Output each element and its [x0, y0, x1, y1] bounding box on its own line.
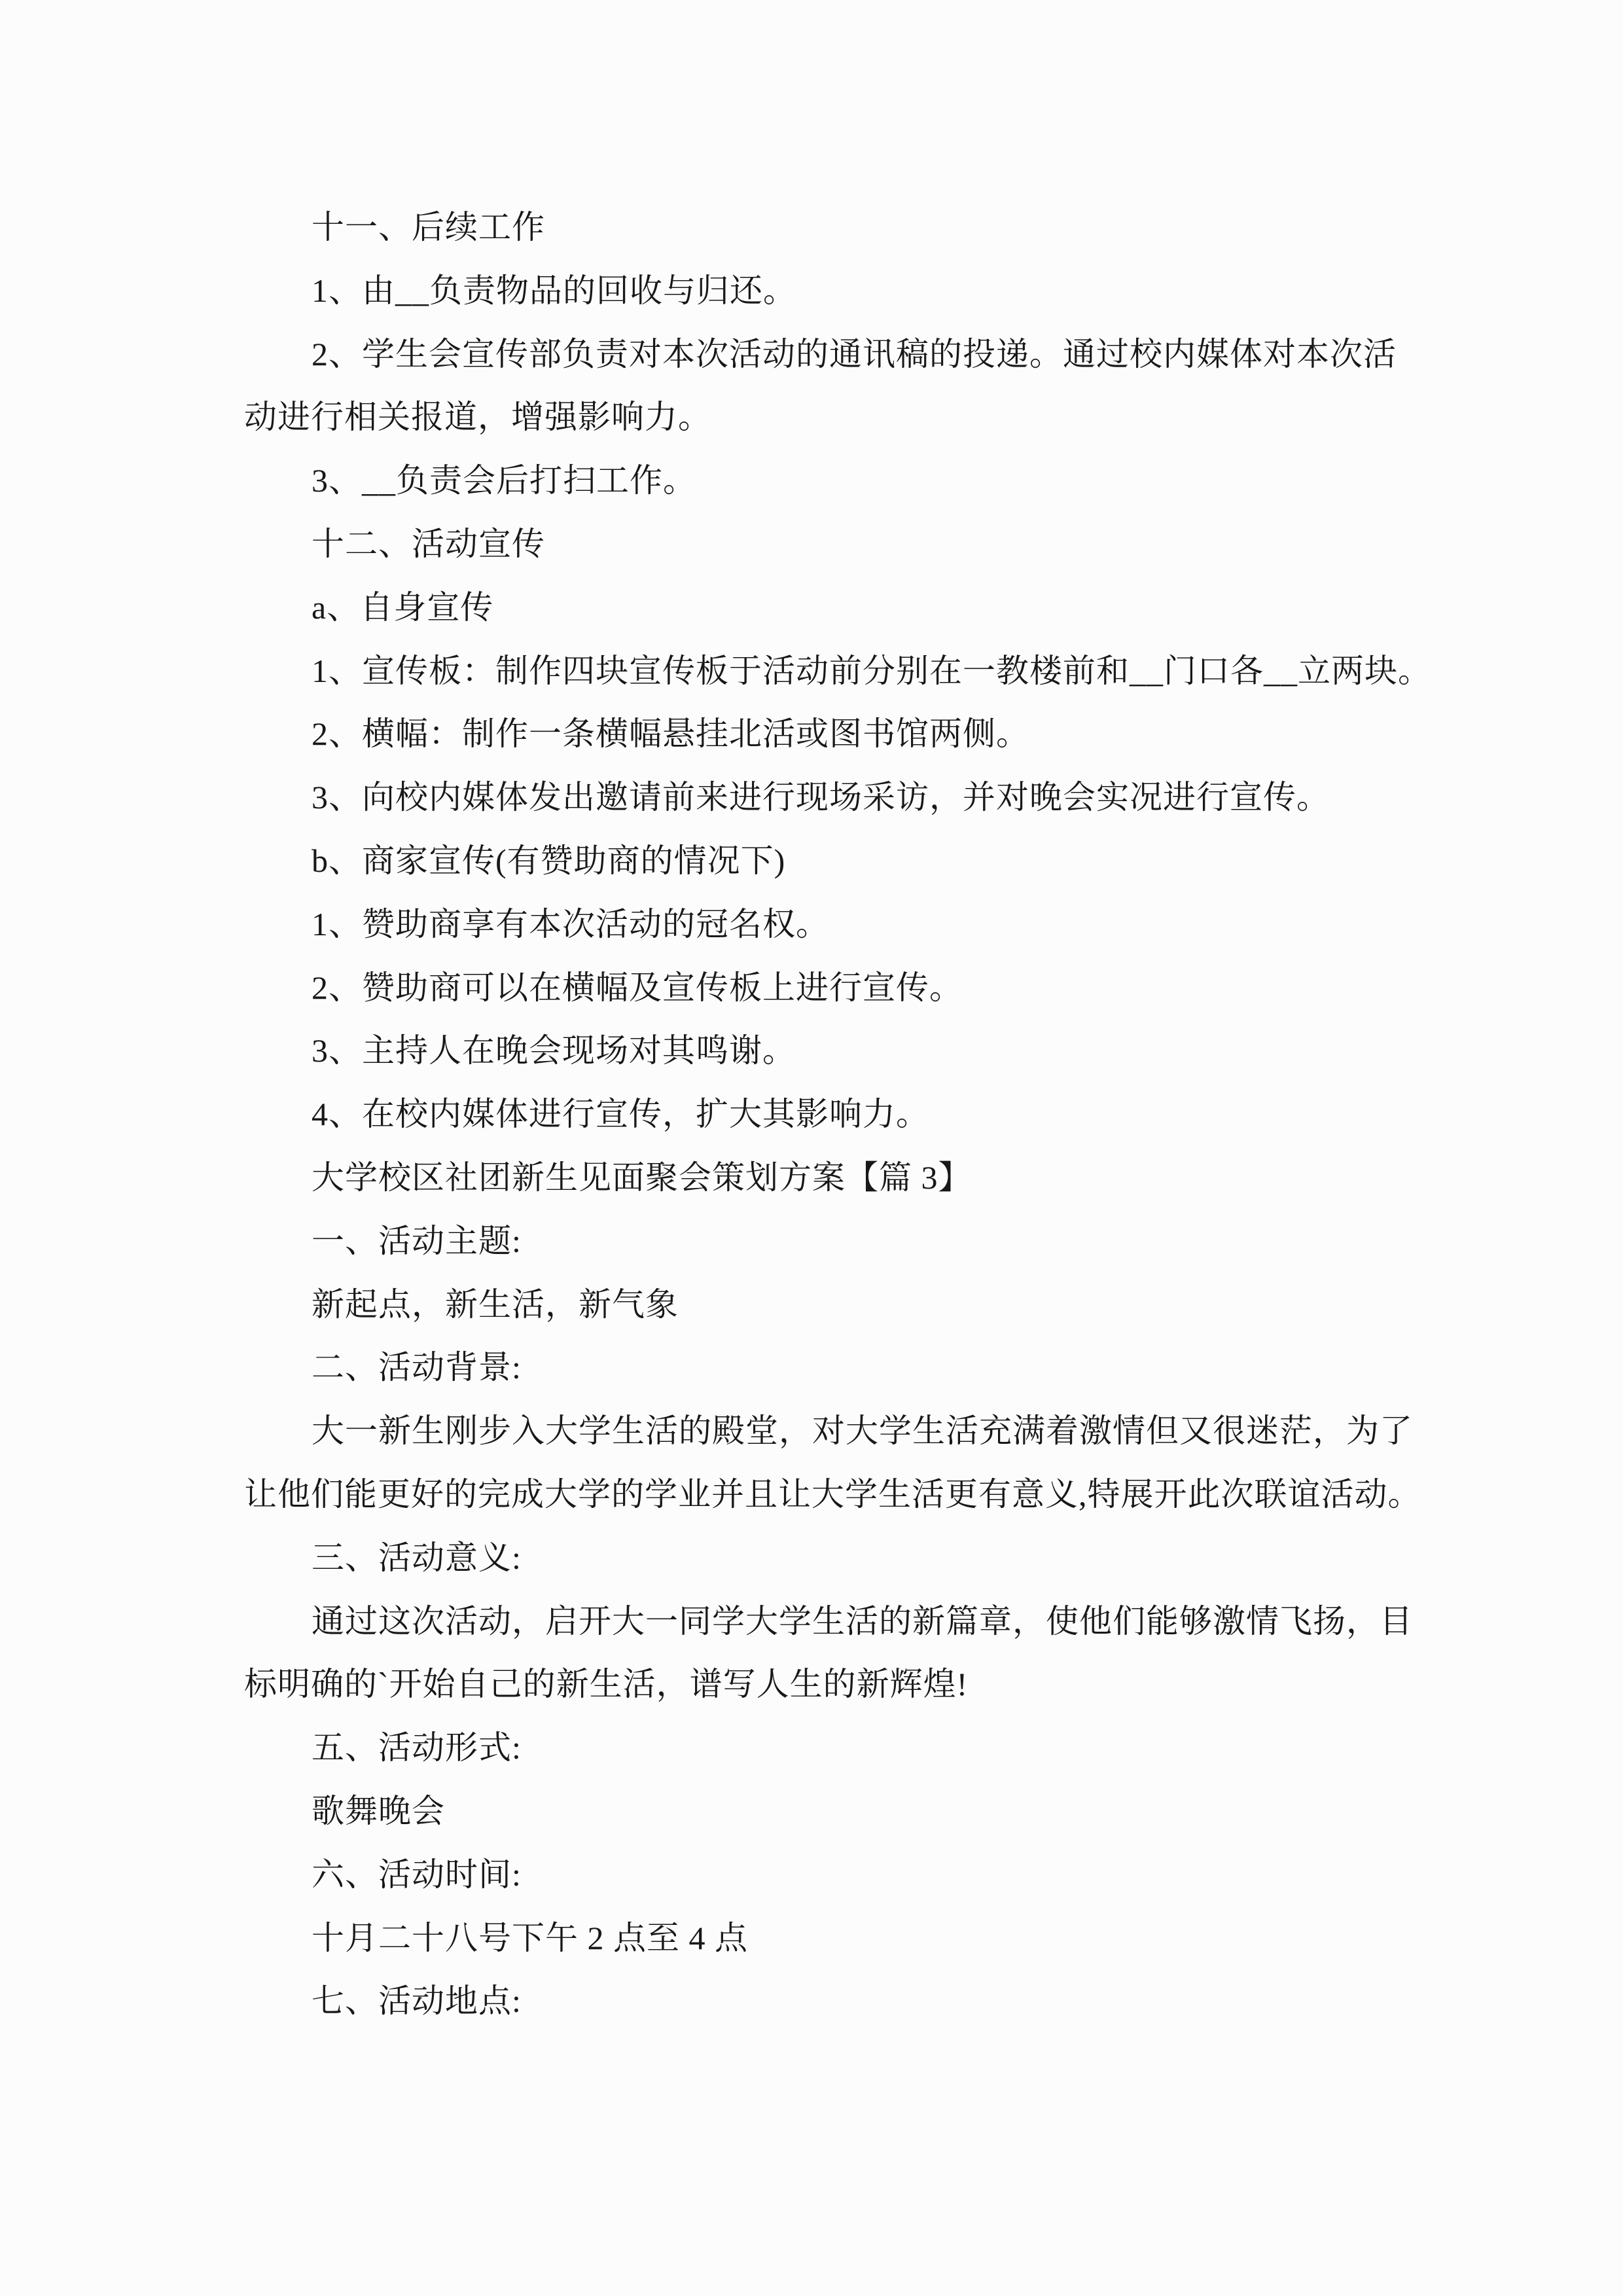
- text-line: 新起点，新生活，新气象: [312, 1285, 679, 1323]
- text-line: 标明确的`开始自己的新生活，谱写人生的新辉煌!: [244, 1666, 969, 1703]
- text-line: 1、赞助商享有本次活动的冠名权。: [312, 905, 829, 942]
- text-line: 三、活动意义:: [312, 1539, 522, 1576]
- text-line: b、商家宣传(有赞助商的情况下): [312, 842, 786, 879]
- text-line: 3、__负责会后打扫工作。: [312, 462, 696, 499]
- text-line: 2、学生会宣传部负责对本次活动的通讯稿的投递。通过校内媒体对本次活: [312, 335, 1397, 372]
- text-line: 2、横幅：制作一条横幅悬挂北活或图书馆两侧。: [312, 715, 1029, 753]
- text-line: 二、活动背景:: [312, 1349, 522, 1386]
- text-line: 大学校区社团新生见面聚会策划方案【篇 3】: [312, 1158, 972, 1196]
- text-line: 五、活动形式:: [312, 1729, 522, 1767]
- text-line: 1、宣传板：制作四块宣传板于活动前分别在一教楼前和__门口各__立两块。: [312, 652, 1431, 689]
- text-line: 十一、后续工作: [312, 209, 545, 245]
- text-line: 十二、活动宣传: [312, 525, 545, 562]
- document-body: [244, 196, 1431, 2033]
- text-line: 4、在校内媒体进行宣传，扩大其影响力。: [312, 1096, 929, 1133]
- text-line: 2、赞助商可以在横幅及宣传板上进行宣传。: [312, 969, 963, 1006]
- text-line: 1、由__负责物品的回收与归还。: [312, 272, 796, 309]
- text-line: 十月二十八号下午 2 点至 4 点: [312, 1919, 748, 1956]
- text-line: 让他们能更好的完成大学的学业并且让大学生活更有意义,特展开此次联谊活动。: [244, 1475, 1421, 1513]
- text-line: 大一新生刚步入大学生活的殿堂，对大学生活充满着激情但又很迷茫，为了: [312, 1412, 1413, 1450]
- text-line: 七、活动地点:: [312, 1982, 522, 2020]
- text-line: 动进行相关报道，增强影响力。: [244, 399, 711, 436]
- text-line: 通过这次活动，启开大一同学大学生活的新篇章，使他们能够激情飞扬，目: [312, 1602, 1413, 1640]
- text-line: 3、主持人在晚会现场对其鸣谢。: [312, 1032, 796, 1069]
- text-line: 一、活动主题:: [312, 1222, 522, 1259]
- text-line: 歌舞晚会: [312, 1792, 445, 1829]
- text-line: a、自身宣传: [312, 588, 494, 626]
- text-line: 3、向校内媒体发出邀请前来进行现场采访，并对晚会实况进行宣传。: [312, 779, 1330, 816]
- text-line: 六、活动时间:: [312, 1856, 522, 1893]
